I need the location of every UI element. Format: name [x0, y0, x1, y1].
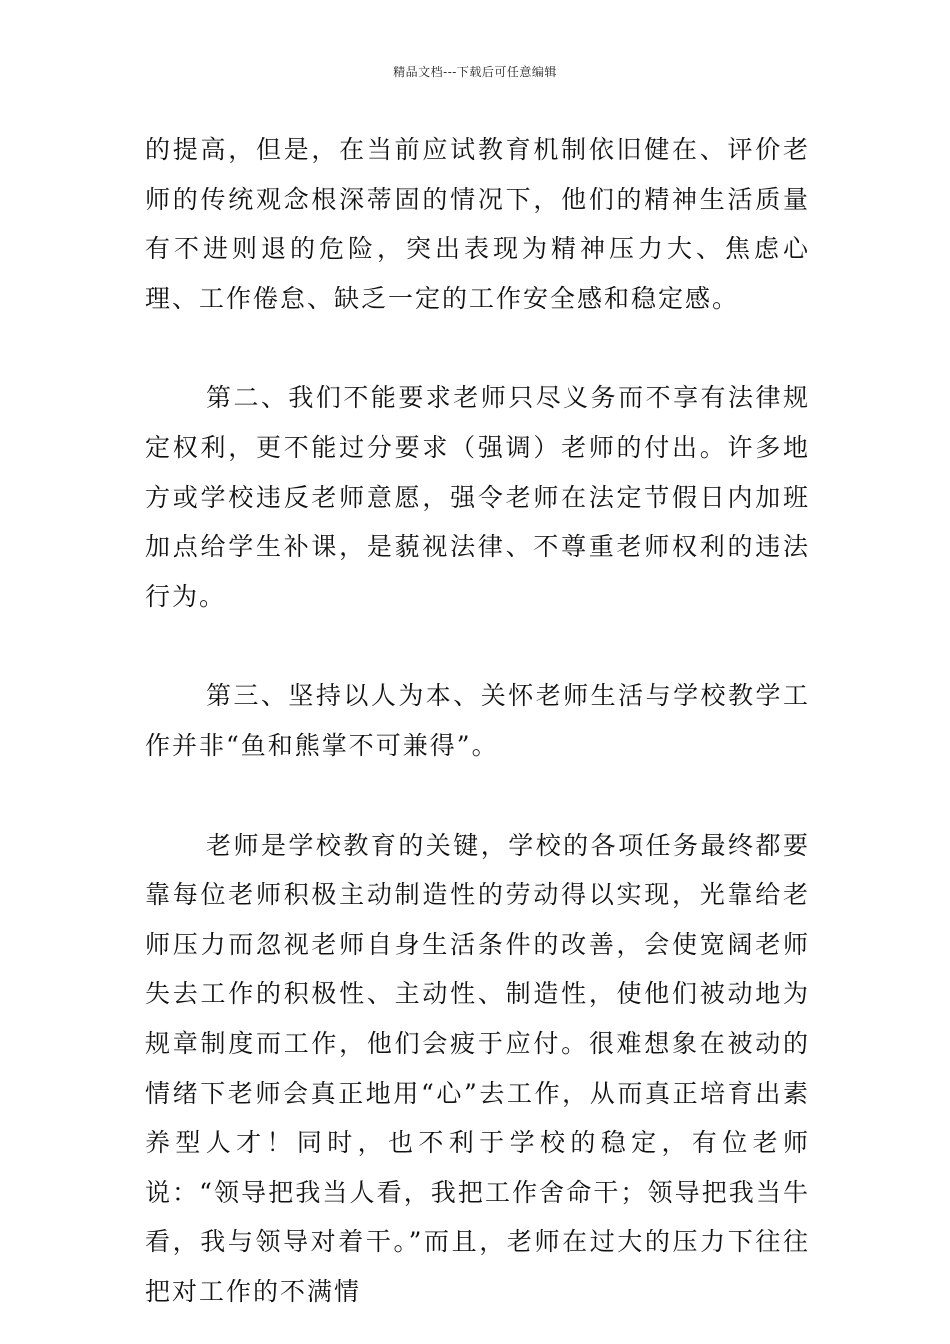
page-header: 精品文档---下载后可任意编辑 — [393, 65, 557, 79]
paragraph-third-point: 第三、坚持以人为本、关怀老师生活与学校教学工作并非“鱼和熊掌不可兼得”。 — [145, 681, 810, 760]
paragraph-second-point: 第二、我们不能要求老师只尽义务而不享有法律规定权利，更不能过分要求（强调）老师的付出。许多地方或学校违反老师意愿，强令老师在法定节假日内加班加点给学生补课，是藐视法律、不尊重老师权利的违法行为。 — [145, 383, 810, 611]
paragraph-continuation: 的提高，但是，在当前应试教育机制依旧健在、评价老师的传统观念根深蒂固的情况下，他们的精神生活质量有不进则退的危险，突出表现为精神压力大、焦虑心理、工作倦怠、缺乏一定的工作安全感和稳定感。 — [145, 135, 810, 313]
document-body — [145, 125, 810, 1316]
paragraph-teacher-key: 老师是学校教育的关键，学校的各项任务最终都要靠每位老师积极主动制造性的劳动得以实现，光靠给老师压力而忽视老师自身生活条件的改善，会使宽阔老师失去工作的积极性、主动性、制造性，使他们被动地为规章制度而工作，他们会疲于应付。很难想象在被动的情绪下老师会真正地用“心”去工作，从而真正培育出素养型人才！同时，也不利于学校的稳定，有位老师说：“领导把我当人看，我把工作舍命干；领导把我当牛看，我与领导对着干。”而且，老师在过大的压力下往往把对工作的不满情 — [145, 830, 810, 1306]
